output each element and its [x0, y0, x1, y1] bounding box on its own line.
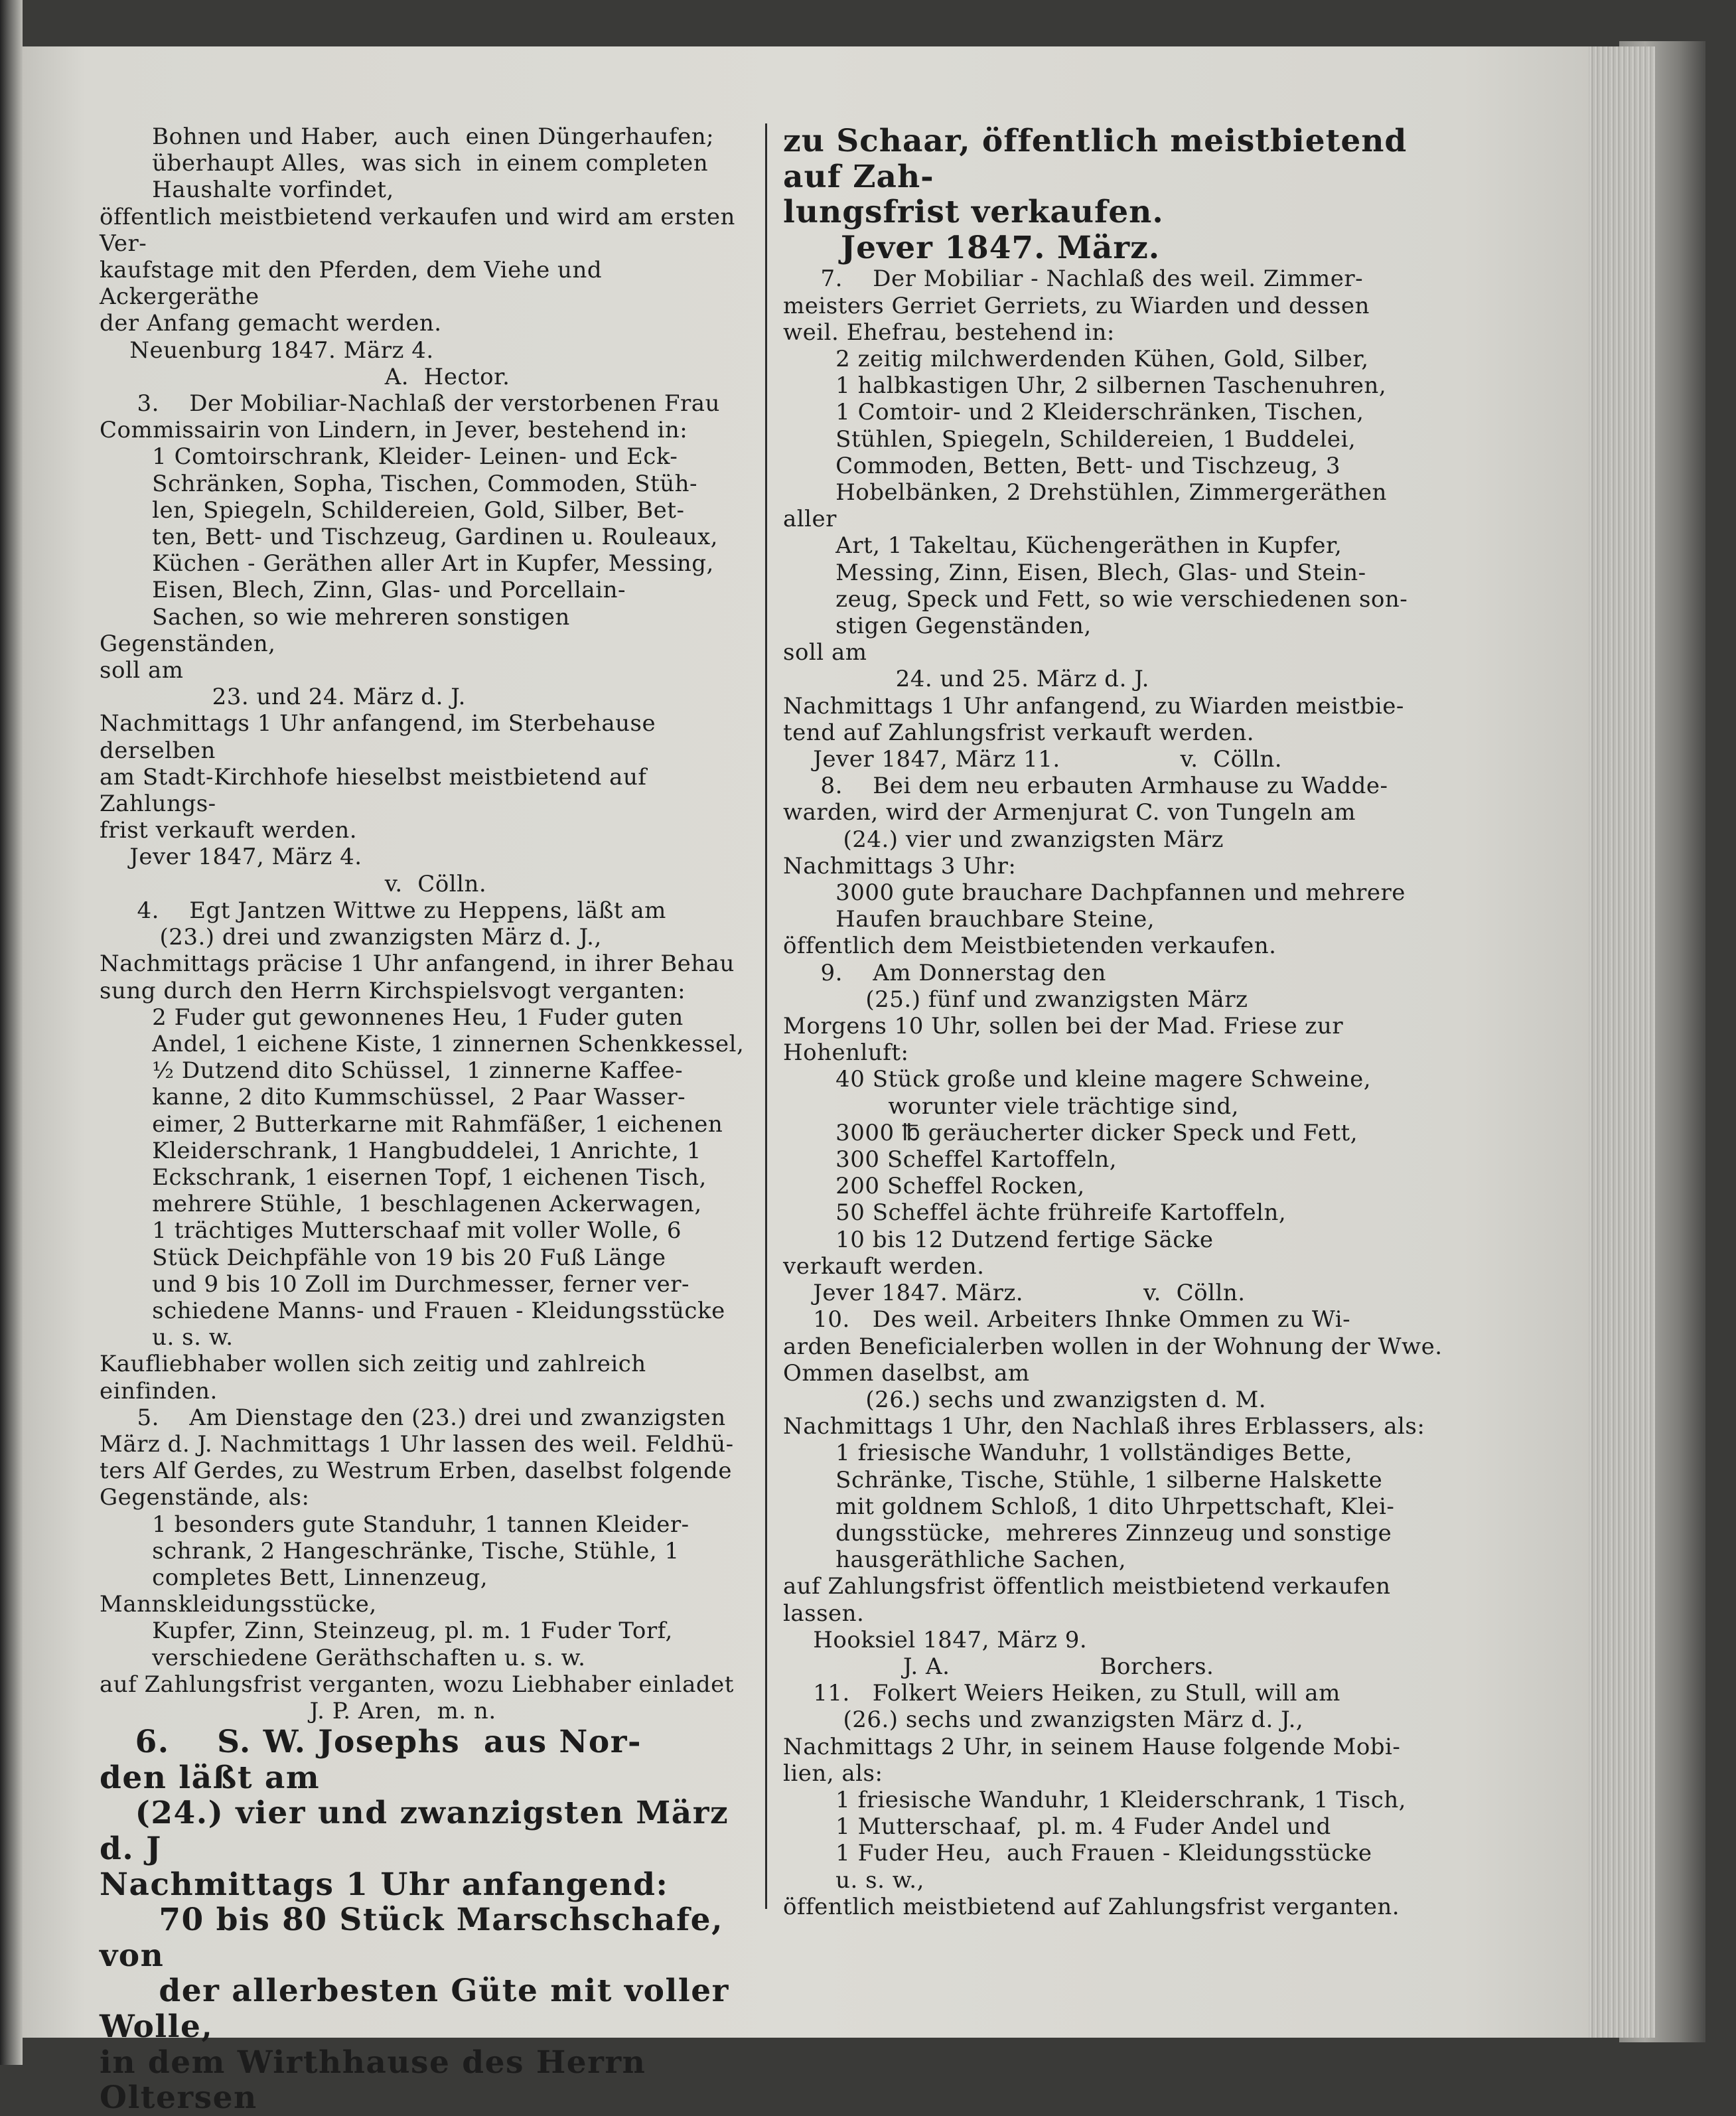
- text-line: 1 Mutterschaaf, pl. m. 4 Fuder Andel und: [783, 1813, 1331, 1841]
- text-line: öffentlich dem Meistbietenden verkaufen.: [783, 933, 1277, 960]
- text-line: 1 besonders gute Standuhr, 1 tannen Kleider-: [100, 1511, 689, 1538]
- text-line: warden, wird der Armenjurat C. von Tungeln am: [783, 799, 1356, 826]
- text-line: 10. Des weil. Arbeiters Ihnke Ommen zu Wi-: [783, 1306, 1351, 1333]
- text-line: 1 Comtoirschrank, Kleider- Leinen- und Eck-: [100, 443, 678, 471]
- text-line: Nachmittags 1 Uhr, den Nachlaß ihres Erblassers, als:: [783, 1413, 1425, 1440]
- text-line: soll am: [783, 639, 867, 666]
- text-line: hausgeräthliche Sachen,: [783, 1547, 1127, 1574]
- text-line: Stühlen, Spiegeln, Schildereien, 1 Buddelei,: [783, 425, 1356, 453]
- text-line: Jever 1847. März. v. Cölln.: [783, 1280, 1246, 1307]
- large-ad-line: in dem Wirthhause des Herrn Oltersen: [100, 2044, 658, 2116]
- text-line: frist verkauft werden.: [100, 817, 358, 844]
- text-line: 24. und 25. März d. J.: [783, 666, 1149, 693]
- text-line: u. s. w.: [100, 1324, 234, 1351]
- text-line: schiedene Manns- und Frauen - Kleidungsstücke: [100, 1297, 725, 1324]
- text-line: März d. J. Nachmittags 1 Uhr lassen des weil. Feldhü-: [100, 1430, 734, 1458]
- text-line: ½ Dutzend dito Schüssel, 1 zinnerne Kaffee-: [100, 1057, 684, 1085]
- text-line: Andel, 1 eichene Kiste, 1 zinnernen Schenkkessel,: [100, 1030, 745, 1057]
- text-line: Haufen brauchbare Steine,: [783, 906, 1155, 933]
- text-line: Küchen - Geräthen aller Art in Kupfer, Messing,: [100, 550, 714, 577]
- text-line: 23. und 24. März d. J.: [100, 684, 466, 711]
- text-line: 10 bis 12 Dutzend fertige Säcke: [783, 1226, 1214, 1253]
- text-line: Haushalte vorfindet,: [100, 177, 394, 204]
- text-line: Stück Deichpfähle von 19 bis 20 Fuß Länge: [100, 1244, 666, 1271]
- text-line: 1 trächtiges Mutterschaaf mit voller Wolle, 6: [100, 1217, 682, 1245]
- text-line: Hooksiel 1847, März 9.: [783, 1626, 1088, 1653]
- large-ad-line: Jever 1847. März.: [783, 229, 1161, 266]
- text-line: Jever 1847, März 4.: [100, 844, 362, 871]
- large-ad-line: der allerbesten Güte mit voller Wolle,: [100, 1973, 741, 2045]
- text-line: A. Hector.: [100, 363, 510, 390]
- text-line: Nachmittags 3 Uhr:: [783, 852, 1017, 879]
- text-line: J. A. Borchers.: [783, 1653, 1214, 1680]
- text-line: öffentlich meistbietend verkaufen und wird am ersten Ver-: [100, 203, 743, 257]
- text-line: 1 halbkastigen Uhr, 2 silbernen Taschenuhren,: [783, 372, 1387, 400]
- text-line: 40 Stück große und kleine magere Schweine,: [783, 1066, 1372, 1093]
- text-line: Schränken, Sopha, Tischen, Commoden, Stüh-: [100, 470, 697, 497]
- text-line: Commissairin von Lindern, in Jever, bestehend in:: [100, 417, 688, 444]
- text-line: schrank, 2 Hangeschränke, Tische, Stühle, 1: [100, 1537, 680, 1564]
- text-line: auf Zahlungsfrist öffentlich meistbietend verkaufen lassen.: [783, 1573, 1398, 1627]
- text-line: Messing, Zinn, Eisen, Blech, Glas- und Stein-: [783, 559, 1366, 586]
- large-ad-line: lungsfrist verkaufen.: [783, 194, 1164, 231]
- text-line: (24.) vier und zwanzigsten März: [783, 826, 1224, 853]
- text-line: 3000 ℔ geräucherter dicker Speck und Fett,: [783, 1119, 1358, 1146]
- text-line: 3000 gute brauchare Dachpfannen und mehrere: [783, 879, 1406, 907]
- text-line: 1 Comtoir- und 2 Kleiderschränken, Tischen,: [783, 399, 1364, 426]
- right-column: [783, 123, 1447, 1920]
- text-line: Jever 1847, März 11. v. Cölln.: [783, 746, 1283, 773]
- text-line: (26.) sechs und zwanzigsten März d. J.,: [783, 1706, 1304, 1734]
- text-line: verkauft werden.: [783, 1252, 985, 1280]
- text-line: Hobelbänken, 2 Drehstühlen, Zimmergeräthen aller: [783, 479, 1395, 533]
- large-ad-line: den läßt am: [100, 1759, 321, 1796]
- text-line: 200 Scheffel Rocken,: [783, 1173, 1085, 1200]
- text-line: auf Zahlungsfrist verganten, wozu Liebhaber einladet: [100, 1671, 734, 1698]
- text-line: tend auf Zahlungsfrist verkauft werden.: [783, 719, 1255, 746]
- large-ad-line: Nachmittags 1 Uhr anfangend:: [100, 1866, 669, 1903]
- text-line: Bohnen und Haber, auch einen Düngerhaufen;: [100, 123, 715, 150]
- text-line: 1 friesische Wanduhr, 1 vollständiges Bette,: [783, 1440, 1353, 1467]
- text-line: 5. Am Dienstage den (23.) drei und zwanzigsten: [100, 1404, 726, 1431]
- text-line: 3. Der Mobiliar-Nachlaß der verstorbenen Frau: [100, 390, 720, 417]
- text-line: zeug, Speck und Fett, so wie verschiedenen son-: [783, 585, 1408, 613]
- text-line: Schränke, Tische, Stühle, 1 silberne Halskette: [783, 1466, 1383, 1493]
- text-line: und 9 bis 10 Zoll im Durchmesser, ferner ver-: [100, 1270, 689, 1298]
- text-line: 9. Am Donnerstag den: [783, 959, 1106, 986]
- left-column: [100, 123, 750, 2116]
- page-edges: [1589, 46, 1655, 2038]
- text-line: ten, Bett- und Tischzeug, Gardinen u. Rouleaux,: [100, 524, 718, 551]
- text-line: Nachmittags 2 Uhr, in seinem Hause folgende Mobi-: [783, 1733, 1401, 1760]
- text-line: arden Beneficialerben wollen in der Wohnung der Wwe.: [783, 1333, 1443, 1360]
- text-line: 7. Der Mobiliar - Nachlaß des weil. Zimmer-: [783, 265, 1364, 293]
- text-line: Sachen, so wie mehreren sonstigen Gegenständen,: [100, 603, 578, 657]
- book-gutter: [0, 0, 23, 2065]
- text-line: Art, 1 Takeltau, Küchengeräthen in Kupfer,: [783, 532, 1342, 560]
- text-line: (25.) fünf und zwanzigsten März: [783, 986, 1248, 1013]
- text-line: 1 Fuder Heu, auch Frauen - Kleidungsstücke: [783, 1840, 1372, 1867]
- text-line: 8. Bei dem neu erbauten Armhause zu Wadde-: [783, 773, 1388, 800]
- text-line: weil. Ehefrau, bestehend in:: [783, 319, 1115, 346]
- text-line: Nachmittags 1 Uhr anfangend, im Sterbehause derselben: [100, 710, 664, 764]
- text-line: completes Bett, Linnenzeug, Mannskleidungsstücke,: [100, 1564, 496, 1618]
- large-ad-line: 6. S. W. Josephs aus Nor-: [100, 1724, 642, 1761]
- text-line: stigen Gegenständen,: [783, 613, 1092, 640]
- text-line: verschiedene Geräthschaften u. s. w.: [100, 1644, 586, 1671]
- text-line: Kleiderschrank, 1 Hangbuddelei, 1 Anrichte, 1: [100, 1137, 701, 1164]
- text-line: am Stadt-Kirchhofe hieselbst meistbietend auf Zahlungs-: [100, 763, 654, 818]
- text-line: 2 Fuder gut gewonnenes Heu, 1 Fuder guten: [100, 1004, 684, 1031]
- text-line: Kaufliebhaber wollen sich zeitig und zahlreich einfinden.: [100, 1351, 654, 1404]
- text-line: 11. Folkert Weiers Heiken, zu Stull, will am: [783, 1680, 1340, 1707]
- text-line: (23.) drei und zwanzigsten März d. J.,: [100, 924, 602, 951]
- text-line: ters Alf Gerdes, zu Westrum Erben, daselbst folgende: [100, 1458, 733, 1485]
- text-line: worunter viele trächtige sind,: [783, 1093, 1239, 1120]
- text-line: mit goldnem Schloß, 1 dito Uhrpettschaft, Klei-: [783, 1493, 1395, 1520]
- text-line: soll am: [100, 657, 184, 684]
- text-line: Eckschrank, 1 eisernen Topf, 1 eichenen Tisch,: [100, 1164, 707, 1191]
- text-line: öffentlich meistbietend auf Zahlungsfrist verganten.: [783, 1893, 1400, 1920]
- text-line: Eisen, Blech, Zinn, Glas- und Porcellain-: [100, 577, 626, 604]
- text-line: 50 Scheffel ächte frühreife Kartoffeln,: [783, 1199, 1287, 1227]
- text-line: 4. Egt Jantzen Wittwe zu Heppens, läßt am: [100, 897, 666, 924]
- large-ad-line: (24.) vier und zwanzigsten März d. J: [100, 1795, 741, 1867]
- text-line: len, Spiegeln, Schildereien, Gold, Silber, Bet-: [100, 496, 685, 524]
- text-line: Gegenstände, als:: [100, 1484, 310, 1511]
- text-line: Nachmittags 1 Uhr anfangend, zu Wiarden meistbie-: [783, 692, 1404, 719]
- text-line: sung durch den Herrn Kirchspielsvogt verganten:: [100, 977, 686, 1004]
- text-line: eimer, 2 Butterkarne mit Rahmfäßer, 1 eichenen: [100, 1110, 723, 1138]
- text-line: u. s. w.,: [783, 1866, 924, 1894]
- text-line: überhaupt Alles, was sich in einem completen: [100, 150, 709, 177]
- text-line: 1 friesische Wanduhr, 1 Kleiderschrank, 1 Tisch,: [783, 1786, 1406, 1813]
- text-line: kaufstage mit den Pferden, dem Viehe und Ackergeräthe: [100, 257, 610, 311]
- text-line: Commoden, Betten, Bett- und Tischzeug, 3: [783, 452, 1341, 479]
- text-line: meisters Gerriet Gerriets, zu Wiarden und dessen: [783, 292, 1370, 319]
- text-line: 2 zeitig milchwerdenden Kühen, Gold, Silber,: [783, 345, 1369, 372]
- text-line: der Anfang gemacht werden.: [100, 310, 442, 337]
- text-line: Neuenburg 1847. März 4.: [100, 337, 434, 364]
- text-line: (26.) sechs und zwanzigsten d. M.: [783, 1386, 1267, 1413]
- text-line: Kupfer, Zinn, Steinzeug, pl. m. 1 Fuder Torf,: [100, 1618, 673, 1645]
- text-line: Nachmittags präcise 1 Uhr anfangend, in ihrer Behau: [100, 950, 735, 978]
- text-line: v. Cölln.: [100, 870, 487, 897]
- column-divider: [765, 123, 767, 1909]
- text-line: kanne, 2 dito Kummschüssel, 2 Paar Wasser-: [100, 1084, 686, 1111]
- text-line: Morgens 10 Uhr, sollen bei der Mad. Friese zur: [783, 1013, 1344, 1040]
- text-line: lien, als:: [783, 1760, 883, 1787]
- text-line: 300 Scheffel Kartoffeln,: [783, 1146, 1118, 1173]
- text-line: mehrere Stühle, 1 beschlagenen Ackerwagen,: [100, 1191, 702, 1218]
- text-line: dungsstücke, mehreres Zinnzeug und sonstige: [783, 1519, 1392, 1547]
- large-ad-line: zu Schaar, öffentlich meistbietend auf Zah-: [783, 123, 1419, 195]
- text-line: J. P. Aren, m. n.: [100, 1697, 496, 1724]
- text-line: Ommen daselbst, am: [783, 1359, 1030, 1387]
- large-ad-line: 70 bis 80 Stück Marschschafe, von: [100, 1902, 735, 1974]
- text-line: Hohenluft:: [783, 1039, 909, 1067]
